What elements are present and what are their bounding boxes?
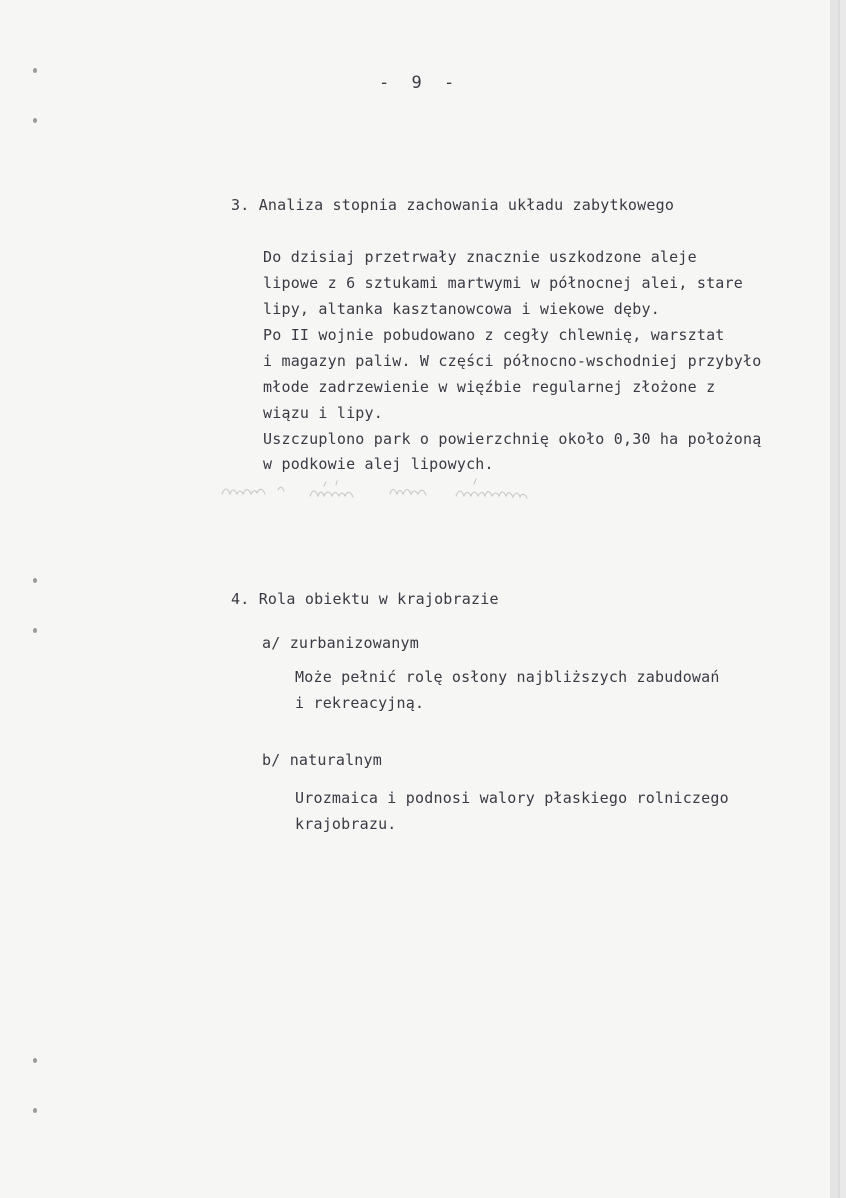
subsection-b-line: krajobrazu. xyxy=(295,815,397,833)
binding-hole xyxy=(33,1108,37,1113)
section-4-heading: 4. Rola obiektu w krajobrazie xyxy=(231,590,499,608)
binding-hole xyxy=(33,578,37,583)
binding-hole xyxy=(33,628,37,633)
page-edge xyxy=(830,0,838,1198)
section-3-line: młode zadrzewienie w więźbie regularnej złożone z xyxy=(263,378,716,396)
subsection-b-label: b/ naturalnym xyxy=(262,751,382,769)
subsection-a-line: i rekreacyjną. xyxy=(295,694,425,712)
binding-hole xyxy=(33,68,37,73)
section-3-line: wiązu i lipy. xyxy=(263,404,383,422)
handwritten-pencil-note xyxy=(218,474,638,502)
section-3-line: w podkowie alej lipowych. xyxy=(263,455,494,473)
section-3-line: Do dzisiaj przetrwały znacznie uszkodzone aleje xyxy=(263,248,697,266)
subsection-b-line: Urozmaica i podnosi walory płaskiego rolniczego xyxy=(295,789,729,807)
binding-hole xyxy=(33,1058,37,1063)
section-3-line: Po II wojnie pobudowano z cegły chlewnię, warsztat xyxy=(263,326,725,344)
section-3-line: i magazyn paliw. W części północno-wschodniej przybyło xyxy=(263,352,762,370)
section-3-heading: 3. Analiza stopnia zachowania układu zabytkowego xyxy=(231,196,675,214)
page-number: - 9 - xyxy=(379,73,461,93)
subsection-a-line: Może pełnić rolę osłony najbliższych zabudowań xyxy=(295,668,720,686)
section-3-line: lipy, altanka kasztanowcowa i wiekowe dęby. xyxy=(263,300,660,318)
subsection-a-label: a/ zurbanizowanym xyxy=(262,634,419,652)
section-3-line: Uszczuplono park o powierzchnię około 0,30 ha położoną xyxy=(263,430,762,448)
binding-hole xyxy=(33,118,37,123)
section-3-line: lipowe z 6 sztukami martwymi w północnej alei, stare xyxy=(263,274,743,292)
